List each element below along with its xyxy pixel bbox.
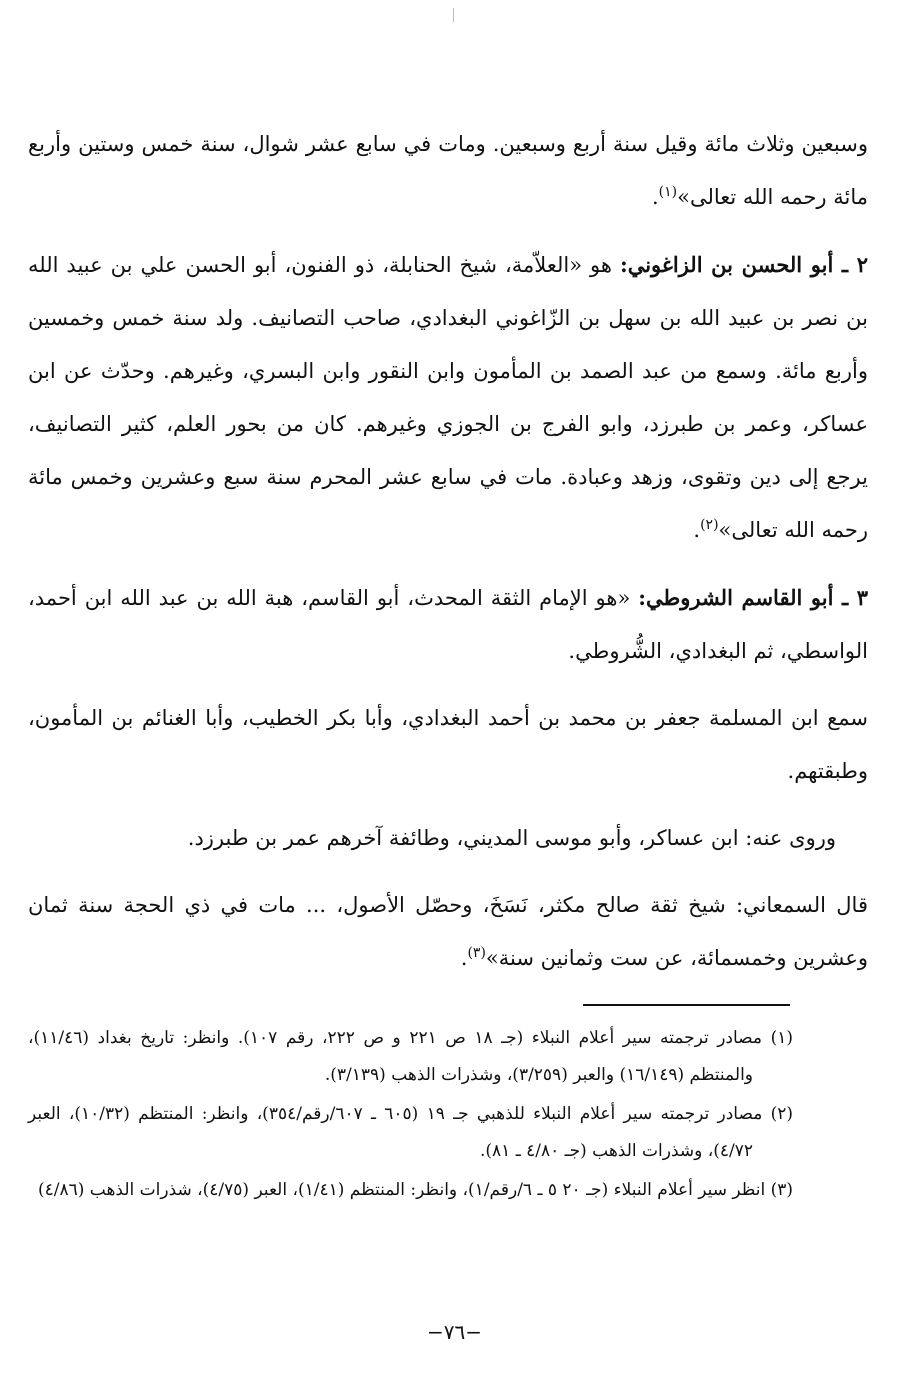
paragraph-text: وروى عنه: ابن عساكر، وأبو موسى المديني، وطائفة آخرهم عمر بن طبرزد. bbox=[187, 826, 836, 850]
footnote-ref-2: (٢) bbox=[700, 517, 719, 533]
footnote-separator bbox=[583, 1004, 790, 1006]
footnote-ref-1: (١) bbox=[658, 184, 678, 200]
footnote-1: (١) مصادر ترجمته سير أعلام النبلاء (جـ ١٨ ص ٢٢١ و ص ٢٢٢، رقم ١٠٧). وانظر: تاريخ بغداد (١١/٤٦)، والمنتظم (١٦/١٤٩) والعبر (٣/٢٥٩)، وشذرات الذهب (٣/١٣٩). bbox=[28, 1028, 793, 1085]
paragraph-end: . bbox=[460, 946, 468, 970]
paragraph-end: . bbox=[651, 185, 659, 209]
paragraph-continuation bbox=[28, 118, 868, 224]
footnotes bbox=[28, 1020, 793, 1211]
paragraph-text: «هو الإمام الثقة المحدث، أبو القاسم، هبة الله بن عبد الله ابن أحمد، الواسطي، ثم البغدادي، الشُّروطي. bbox=[28, 586, 868, 663]
paragraph-end: . bbox=[693, 518, 701, 542]
entry-abu-al-hasan bbox=[28, 238, 868, 557]
paragraph-teachers bbox=[28, 692, 868, 798]
paragraph-text: وسبعين وثلاث مائة وقيل سنة أربع وسبعين. ومات في سابع عشر شوال، سنة خمس وستين وأربع مائة رحمه الله تعالى» bbox=[28, 132, 869, 209]
entry-heading: ٣ ـ أبو القاسم الشروطي: bbox=[638, 585, 869, 610]
footnote-ref-3: (٣) bbox=[467, 945, 486, 961]
footnote-3: (٣) انظر سير أعلام النبلاء (جـ ٢٠ ٥ ـ ٦/رقم/١)، وانظر: المنتظم (١/٤١)، العبر (٤/٧٥)، شذرات الذهب (٤/٨٦) bbox=[37, 1180, 793, 1200]
top-crease-mark bbox=[453, 8, 454, 22]
paragraph-text: قال السمعاني: شيخ ثقة صالح مكثر، نَسَخَ، وحصّل الأصول، ... مات في ذي الحجة سنة ثمان وعشرين وخمسمائة، عن ست وثمانين سنة» bbox=[28, 893, 868, 970]
page-number: −٧٦− bbox=[426, 1320, 482, 1344]
paragraph-text: هو «العلاّمة، شيخ الحنابلة، ذو الفنون، أبو الحسن علي بن عبيد الله بن نصر بن عبيد الله بن سهل بن الزّاغوني البغدادي، صاحب التصانيف. ولد سنة خمس وخمسين وأربع مائة. وسمع من عبد الصمد بن المأمون وابن النقور وابن البسري، وغيرهم. وحدّث عن ابن عساكر، وعمر بن طبرزد، وابو الفرج بن الجوزي وغيرهم. كان من بحور العلم، كثير التصانيف، يرجع إلى دين وتقوى، وزهد وعبادة. مات في سابع عشر المحرم سنة سبع وعشرين وخمس مائة رحمه الله تعالى» bbox=[28, 253, 868, 542]
main-text bbox=[28, 118, 868, 999]
entry-heading: ٢ ـ أبو الحسن بن الزاغوني: bbox=[619, 252, 868, 277]
paragraph-text: سمع ابن المسلمة جعفر بن محمد بن أحمد البغدادي، وأبا بكر الخطيب، وأبا الغنائم بن المأمون، وطبقتهم. bbox=[28, 706, 868, 783]
footnote-2: (٢) مصادر ترجمته سير أعلام النبلاء للذهبي جـ ١٩ (٦٠٥ ـ ٦٠٧/رقم/٣٥٤)، وانظر: المنتظم (١٠/٣٢)، العبر ٤/٧٢)، وشذرات الذهب (جـ ٤/٨٠ ـ ٨١). bbox=[28, 1104, 793, 1161]
paragraph-students bbox=[28, 812, 868, 865]
paragraph-samani bbox=[28, 879, 868, 985]
entry-abu-al-qasim bbox=[28, 571, 868, 678]
